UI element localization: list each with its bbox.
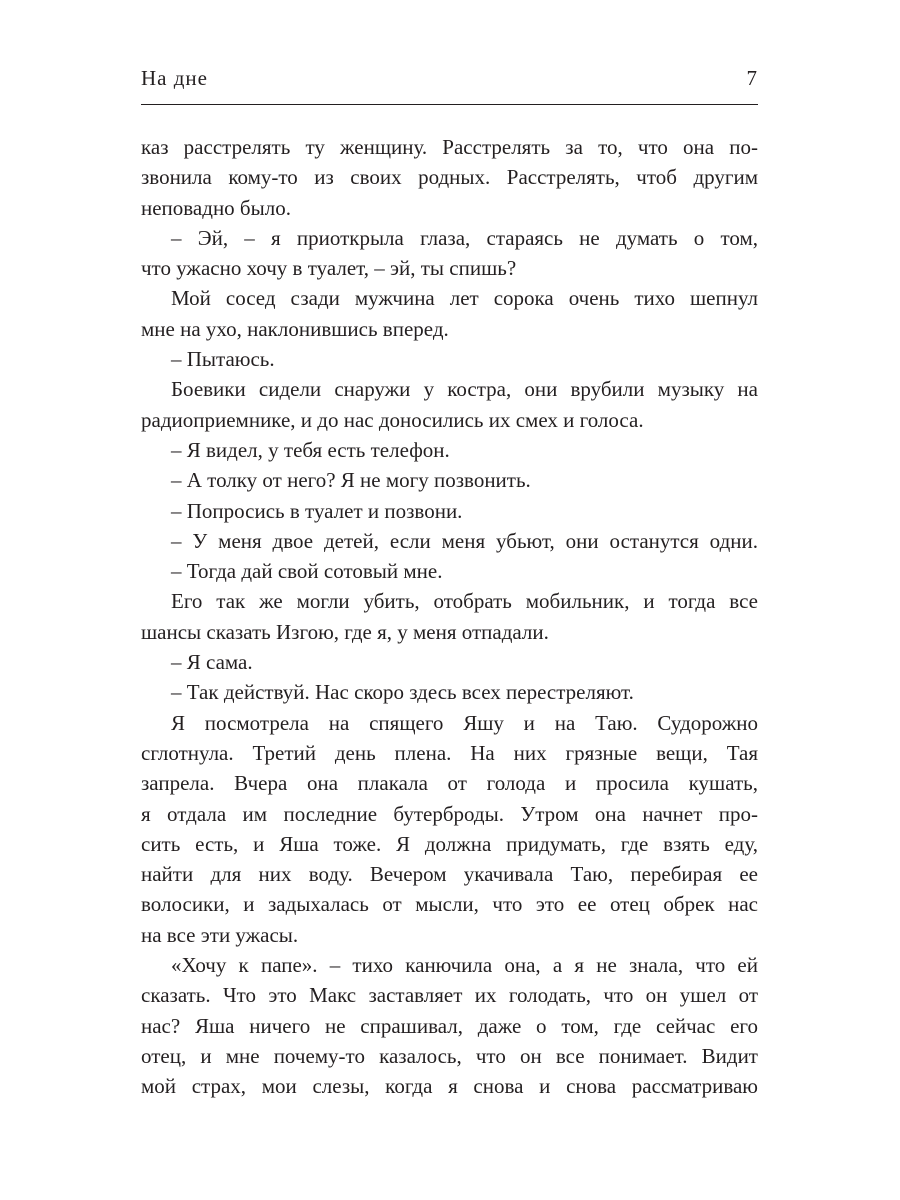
page-number: 7: [746, 66, 758, 90]
text-line: каз расстрелять ту женщину. Расстрелять за то, что она по-: [141, 135, 758, 159]
text-line: Мой сосед сзади мужчина лет сорока очень тихо шепнул: [171, 286, 758, 311]
running-header: [141, 66, 758, 96]
text-line: – У меня двое детей, если меня убьют, они останутся одни.: [171, 528, 758, 553]
text-line: Я посмотрела на спящего Яшу и на Таю. Судорожно: [171, 710, 758, 735]
text-line: Боевики сидели снаружи у костра, они врубили музыку на: [171, 377, 758, 402]
text-line: – Так действуй. Нас скоро здесь всех перестреляют.: [171, 680, 634, 705]
text-line: сглотнула. Третий день плена. На них грязные вещи, Тая: [141, 740, 758, 765]
text-line: мне на ухо, наклонившись вперед.: [141, 316, 449, 341]
text-line: радиоприемнике, и до нас доносились их смех и голоса.: [141, 407, 644, 432]
text-line: Его так же могли убить, отобрать мобильник, и тогда все: [171, 589, 758, 614]
text-line: сить есть, и Яша тоже. Я должна придумать, где взять еду,: [141, 831, 758, 856]
text-line: шансы сказать Изгою, где я, у меня отпадали.: [141, 619, 549, 644]
text-line: на все эти ужасы.: [141, 922, 299, 947]
text-line: – Эй, – я приоткрыла глаза, стараясь не думать о том,: [171, 225, 758, 250]
text-line: нас? Яша ничего не спрашивал, даже о том, где сейчас его: [141, 1013, 758, 1038]
text-line: звонила кому-то из своих родных. Расстрелять, чтоб другим: [141, 165, 758, 190]
text-line: мой страх, мои слезы, когда я снова и снова рассматриваю: [141, 1074, 758, 1099]
chapter-title: На дне: [141, 66, 208, 90]
text-line: – Тогда дай свой сотовый мне.: [171, 559, 443, 584]
text-line: я отдала им последние бутерброды. Утром она начнет про-: [141, 801, 758, 826]
book-page: [141, 0, 758, 1200]
text-line: запрела. Вчера она плакала от голода и просила кушать,: [141, 771, 758, 796]
text-line: – Я видел, у тебя есть телефон.: [171, 437, 450, 462]
text-line: – Пытаюсь.: [171, 347, 275, 372]
text-line: найти для них воду. Вечером укачивала Таю, перебирая ее: [141, 862, 758, 887]
text-line: что ужасно хочу в туалет, – эй, ты спишь?: [141, 256, 517, 281]
text-line: сказать. Что это Макс заставляет их голодать, что он ушел от: [141, 983, 758, 1008]
text-line: – Я сама.: [171, 650, 253, 675]
text-line: неповадно было.: [141, 195, 291, 220]
text-line: отец, и мне почему-то казалось, что он все понимает. Видит: [141, 1043, 758, 1068]
text-line: волосики, и задыхалась от мысли, что это ее отец обрек нас: [141, 892, 758, 917]
text-line: – А толку от него? Я не могу позвонить.: [171, 468, 531, 493]
header-rule: [141, 104, 758, 105]
text-line: – Попросись в туалет и позвони.: [171, 498, 463, 523]
text-line: «Хочу к папе». – тихо канючила она, а я не знала, что ей: [171, 953, 758, 978]
body-text: [141, 132, 758, 1102]
